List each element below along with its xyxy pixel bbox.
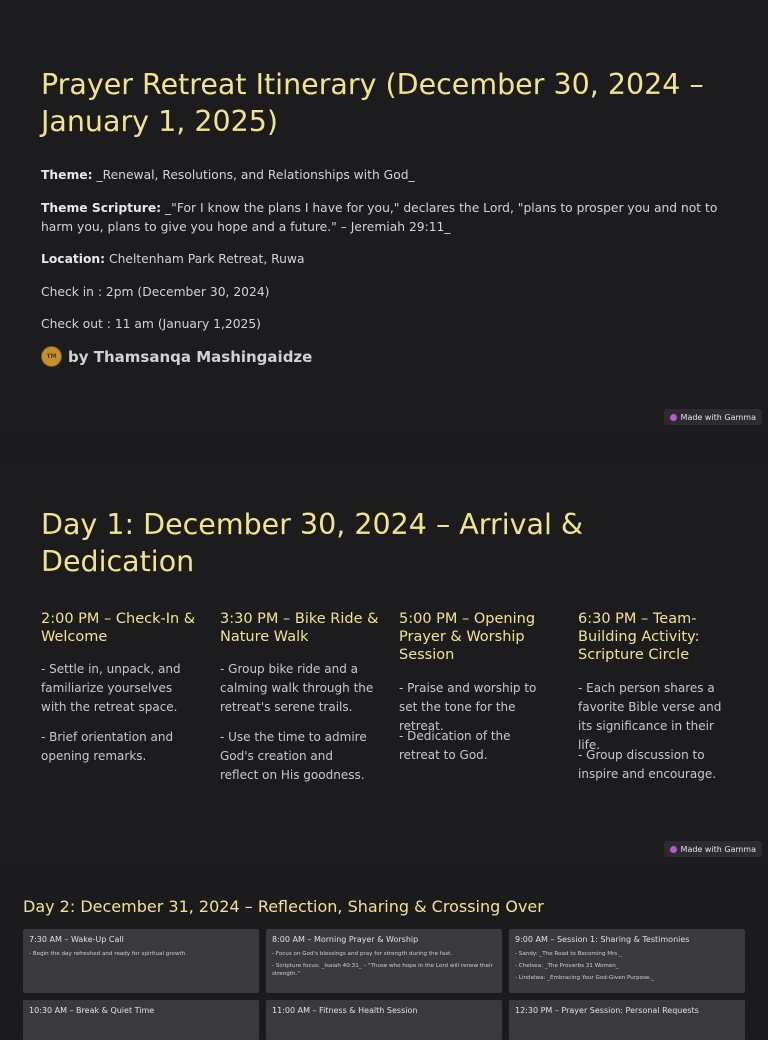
day2-slide [0, 884, 768, 1024]
column-item: - Settle in, unpack, and familiarize yourselves with the retreat space. [41, 662, 181, 714]
card-heading: 9:00 AM – Session 1: Sharing & Testimonies [515, 935, 690, 944]
column-item: - Use the time to admire God's creation and reflect on His goodness. [220, 730, 367, 782]
checkout-line: Check out : 11 am (January 1,2025) [41, 317, 261, 331]
scripture-line [41, 199, 731, 237]
badge-label: Made with Gamma [680, 844, 756, 854]
theme-value: _Renewal, Resolutions, and Relationships with God_ [92, 168, 415, 182]
checkin-line: Check in : 2pm (December 30, 2024) [41, 285, 270, 299]
card-heading: 7:30 AM – Wake-Up Call [29, 935, 124, 944]
column-item: - Dedication of the retreat to God. [399, 729, 511, 762]
card-line: - Chelsea: _The Proverbs 31 Women_ [515, 963, 619, 969]
day1-slide [0, 464, 768, 864]
day1-column [41, 610, 201, 763]
column-heading: 3:30 PM – Bike Ride & Nature Walk [220, 611, 379, 645]
card-line: - Lindelwa: _Embracing Your God-Given Purpose._ [515, 975, 655, 981]
scripture-value: _"For I know the plans I have for you," declares the Lord, "plans to prosper you and not to harm you, plans to give you hope and a future." – Jeremiah 29:11_ [41, 201, 718, 234]
card-heading: 12:30 PM – Prayer Session: Personal Requests [515, 1006, 699, 1015]
location-value: Cheltenham Park Retreat, Ruwa [105, 252, 305, 266]
made-with-gamma-badge[interactable] [664, 841, 762, 857]
card-heading: 11:00 AM – Fitness & Health Session [272, 1006, 418, 1015]
column-item: - Each person shares a favorite Bible verse and its significance in their life. [578, 681, 722, 752]
column-heading: 6:30 PM – Team-Building Activity: Scripture Circle [578, 611, 700, 663]
page-title: Prayer Retreat Itinerary (December 30, 2024 – January 1, 2025) [41, 68, 704, 138]
day1-column [399, 610, 559, 762]
author-credit [41, 346, 312, 367]
card-line: - Sandy: _The Road to Becoming Mrs._ [515, 951, 622, 957]
day1-title: Day 1: December 30, 2024 – Arrival & Dedication [41, 508, 584, 578]
made-with-gamma-badge[interactable] [664, 409, 762, 425]
column-item: - Group discussion to inspire and encourage. [578, 748, 717, 781]
card-heading: 10:30 AM – Break & Quiet Time [29, 1006, 155, 1015]
badge-label: Made with Gamma [680, 412, 756, 422]
column-heading: 5:00 PM – Opening Prayer & Worship Session [399, 611, 536, 663]
column-item: - Praise and worship to set the tone for the retreat. [399, 681, 537, 733]
title-slide [0, 0, 768, 432]
column-item: - Brief orientation and opening remarks. [41, 730, 174, 763]
day1-column [220, 610, 380, 782]
gamma-logo-icon [670, 846, 677, 853]
column-heading: 2:00 PM – Check-In & Welcome [41, 611, 196, 645]
schedule-card [509, 929, 745, 993]
card-heading: 8:00 AM – Morning Prayer & Worship [272, 935, 419, 944]
scripture-label: Theme Scripture: [41, 201, 162, 215]
card-line: - Begin the day refreshed and ready for spiritual growth. [29, 951, 188, 957]
day2-title: Day 2: December 31, 2024 – Reflection, Sharing & Crossing Over [23, 897, 544, 916]
schedule-card [23, 1000, 259, 1040]
location-line [41, 250, 731, 269]
schedule-card [23, 929, 259, 993]
author-name: by Thamsanqa Mashingaidze [68, 347, 313, 366]
theme-label: Theme: [41, 168, 93, 182]
column-item: - Group bike ride and a calming walk through the retreat's serene trails. [220, 662, 374, 714]
gamma-logo-icon [670, 414, 677, 421]
theme-line [41, 166, 731, 185]
schedule-card [509, 1000, 745, 1040]
avatar: TM [41, 346, 62, 367]
schedule-card [266, 929, 502, 993]
location-label: Location: [41, 252, 106, 266]
card-line: - Scripture focus: _Isaiah 40:31_ – "Those who hope in the Lord will renew their strength." [272, 963, 493, 977]
schedule-card [266, 1000, 502, 1040]
card-line: - Focus on God's blessings and pray for strength during the fast. [272, 951, 453, 957]
day1-column [578, 610, 738, 781]
